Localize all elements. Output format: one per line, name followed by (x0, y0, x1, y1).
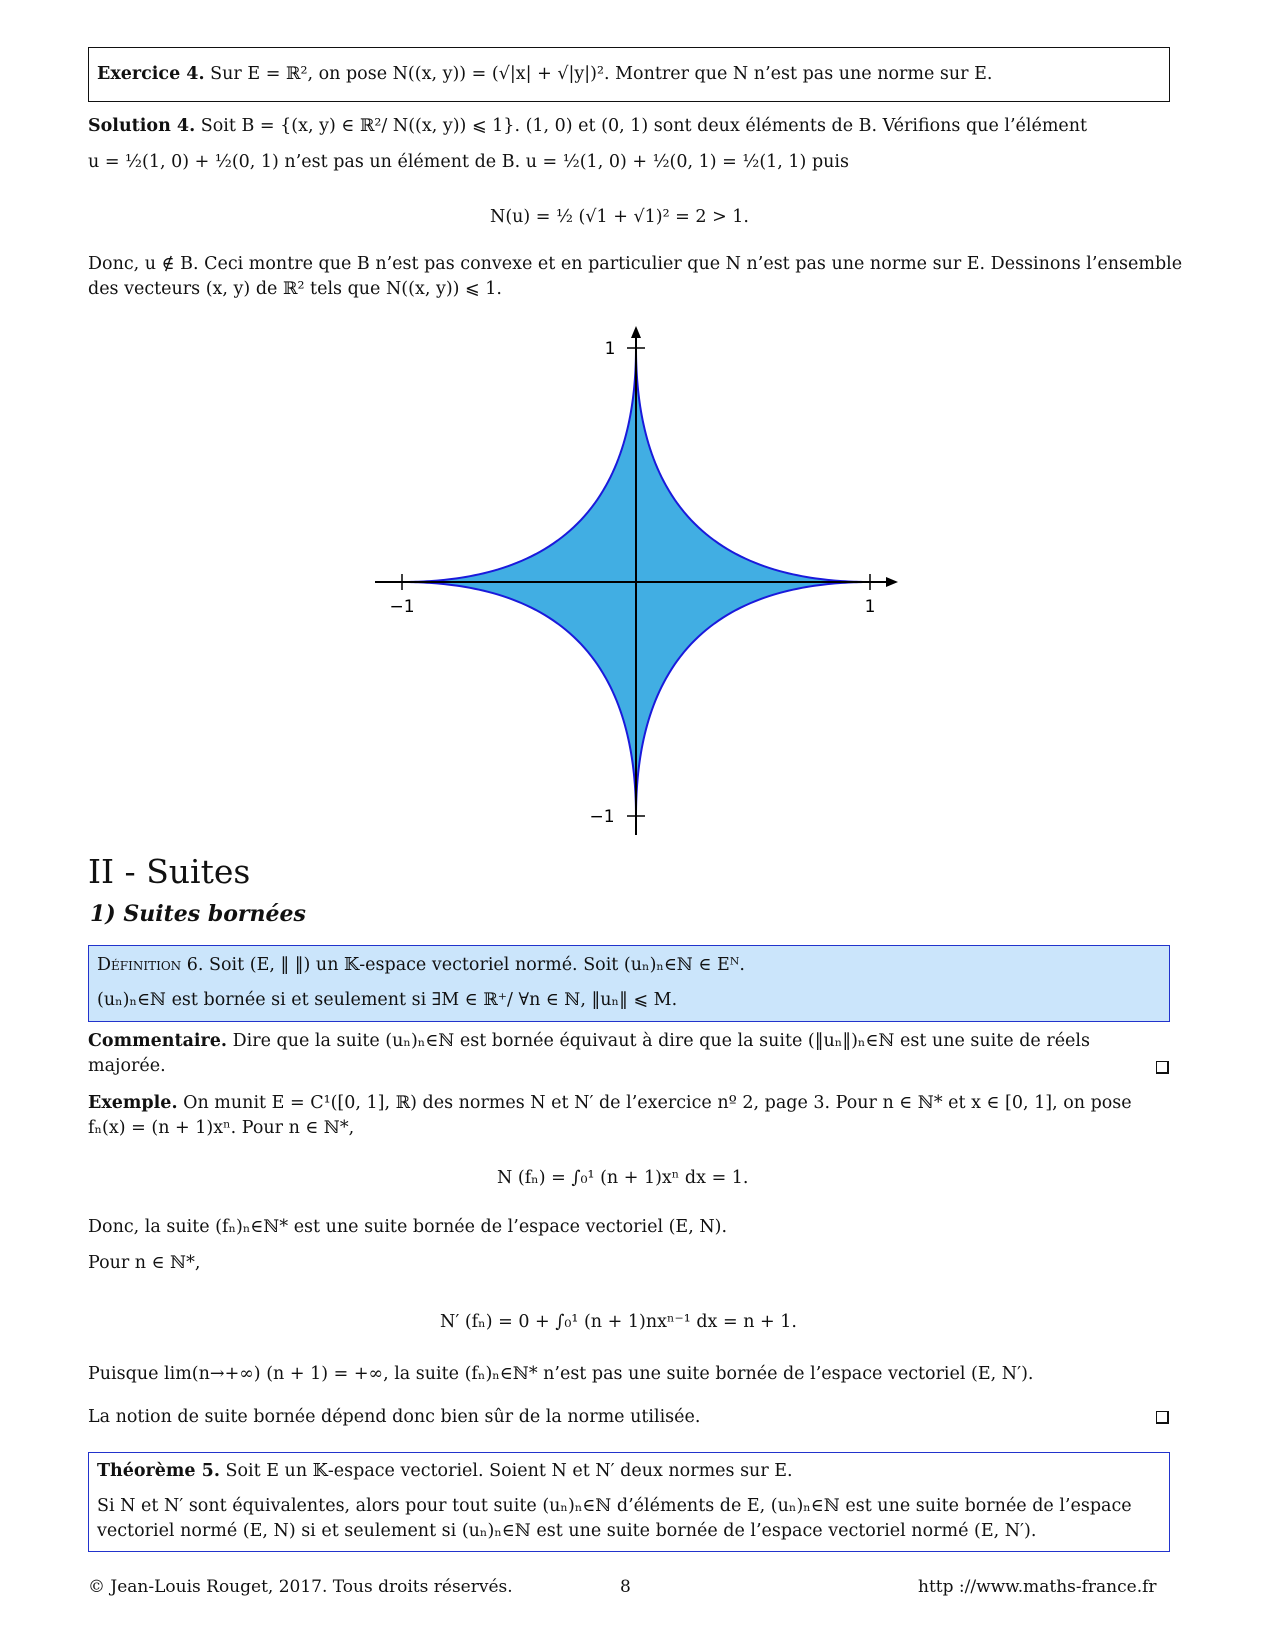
section-subtitle: 1) Suites bornées (90, 901, 306, 927)
example-equation-1: N (fₙ) = ∫₀¹ (n + 1)xⁿ dx = 1. (497, 1168, 749, 1188)
solution-equation: N(u) = ½ (√1 + √1)² = 2 > 1. (490, 207, 749, 227)
x-axis-arrow (886, 577, 898, 587)
definition-line-2: (uₙ)ₙ∈ℕ est bornée si et seulement si ∃M ∈ ℝ⁺/ ∀n ∈ ℕ, ‖uₙ‖ ⩽ M. (97, 990, 678, 1010)
y-axis-arrow (631, 326, 641, 338)
y-label-top: 1 (604, 339, 616, 359)
comment-line-2: majorée. (88, 1056, 166, 1076)
exercise-box (88, 47, 1170, 102)
comment-title: Commentaire. (88, 1031, 228, 1051)
example-line-2: fₙ(x) = (n + 1)xⁿ. Pour n ∈ ℕ*, (88, 1118, 355, 1138)
example-line-6: La notion de suite bornée dépend donc bien sûr de la norme utilisée. (88, 1407, 701, 1427)
solution-line-1: Solution 4. Soit B = {(x, y) ∈ ℝ²/ N((x, y)) ⩽ 1}. (1, 0) et (0, 1) sont deux éléments de B. Vérifions que l’élément (88, 116, 1088, 136)
example-line-1: Exemple. On munit E = C¹([0, 1], ℝ) des normes N et N′ de l’exercice nº 2, page 3. Pour n ∈ ℕ* et x ∈ [0, 1], on pose (88, 1093, 1132, 1113)
theorem-line-1: Théorème 5. Soit E un 𝕂-espace vectoriel. Soient N et N′ deux normes sur E. (97, 1461, 793, 1481)
theorem-line-3: vectoriel normé (E, N) si et seulement si (uₙ)ₙ∈ℕ est une suite bornée de l’espace vectoriel normé (E, N′). (97, 1521, 1037, 1541)
definition-box (88, 945, 1170, 1022)
theorem-title: Théorème 5. (97, 1461, 220, 1481)
solution-line-3: Donc, u ∉ B. Ceci montre que B n’est pas convexe et en particulier que N n’est pas une norme sur E. Dessinons l’ensemble (88, 254, 1183, 274)
comment-line-1: Commentaire. Dire que la suite (uₙ)ₙ∈ℕ est bornée équivaut à dire que la suite (‖uₙ‖)ₙ∈ℕ est une suite de réels (88, 1031, 1090, 1051)
solution-title: Solution 4. (88, 116, 196, 136)
definition-title: Définition 6. (97, 955, 204, 975)
x-label-right: 1 (864, 597, 876, 617)
theorem-line-2: Si N et N′ sont équivalentes, alors pour tout suite (uₙ)ₙ∈ℕ d’éléments de E, (uₙ)ₙ∈ℕ est une suite bornée de l’espace (97, 1496, 1132, 1516)
footer-copyright: © Jean-Louis Rouget, 2017. Tous droits réservés. (88, 1577, 513, 1597)
solution-line-4: des vecteurs (x, y) de ℝ² tels que N((x, y)) ⩽ 1. (88, 279, 502, 299)
end-of-comment-icon (1156, 1061, 1169, 1074)
example-line-4: Pour n ∈ ℕ*, (88, 1253, 201, 1273)
end-of-example-icon (1156, 1411, 1169, 1424)
section-title: II - Suites (88, 852, 251, 891)
footer-page-number: 8 (620, 1577, 631, 1597)
example-line-5: Puisque lim(n→+∞) (n + 1) = +∞, la suite (fₙ)ₙ∈ℕ* n’est pas une suite bornée de l’espace vectoriel (E, N′). (88, 1364, 1034, 1384)
y-label-bottom: −1 (589, 807, 615, 827)
exercise-statement (97, 62, 992, 87)
example-equation-2: N′ (fₙ) = 0 + ∫₀¹ (n + 1)nxⁿ⁻¹ dx = n + 1. (440, 1312, 797, 1332)
example-line-3: Donc, la suite (fₙ)ₙ∈ℕ* est une suite bornée de l’espace vectoriel (E, N). (88, 1217, 728, 1237)
exercise-title: Exercice 4. (97, 64, 205, 84)
solution-line-2: u = ½(1, 0) + ½(0, 1) n’est pas un élément de B. u = ½(1, 0) + ½(0, 1) = ½(1, 1) puis (88, 152, 849, 172)
region-figure (360, 320, 900, 850)
theorem-box (88, 1452, 1170, 1552)
x-label-left: −1 (389, 597, 415, 617)
exercise-text: Sur E = ℝ², on pose N((x, y)) = (√|x| + √|y|)². Montrer que N n’est pas une norme sur E. (210, 64, 993, 84)
definition-line-1: Définition 6. Soit (E, ‖ ‖) un 𝕂-espace vectoriel normé. Soit (uₙ)ₙ∈ℕ ∈ Eᴺ. (97, 955, 745, 975)
footer-url[interactable]: http ://www.maths-france.fr (918, 1577, 1157, 1597)
example-title: Exemple. (88, 1093, 178, 1113)
